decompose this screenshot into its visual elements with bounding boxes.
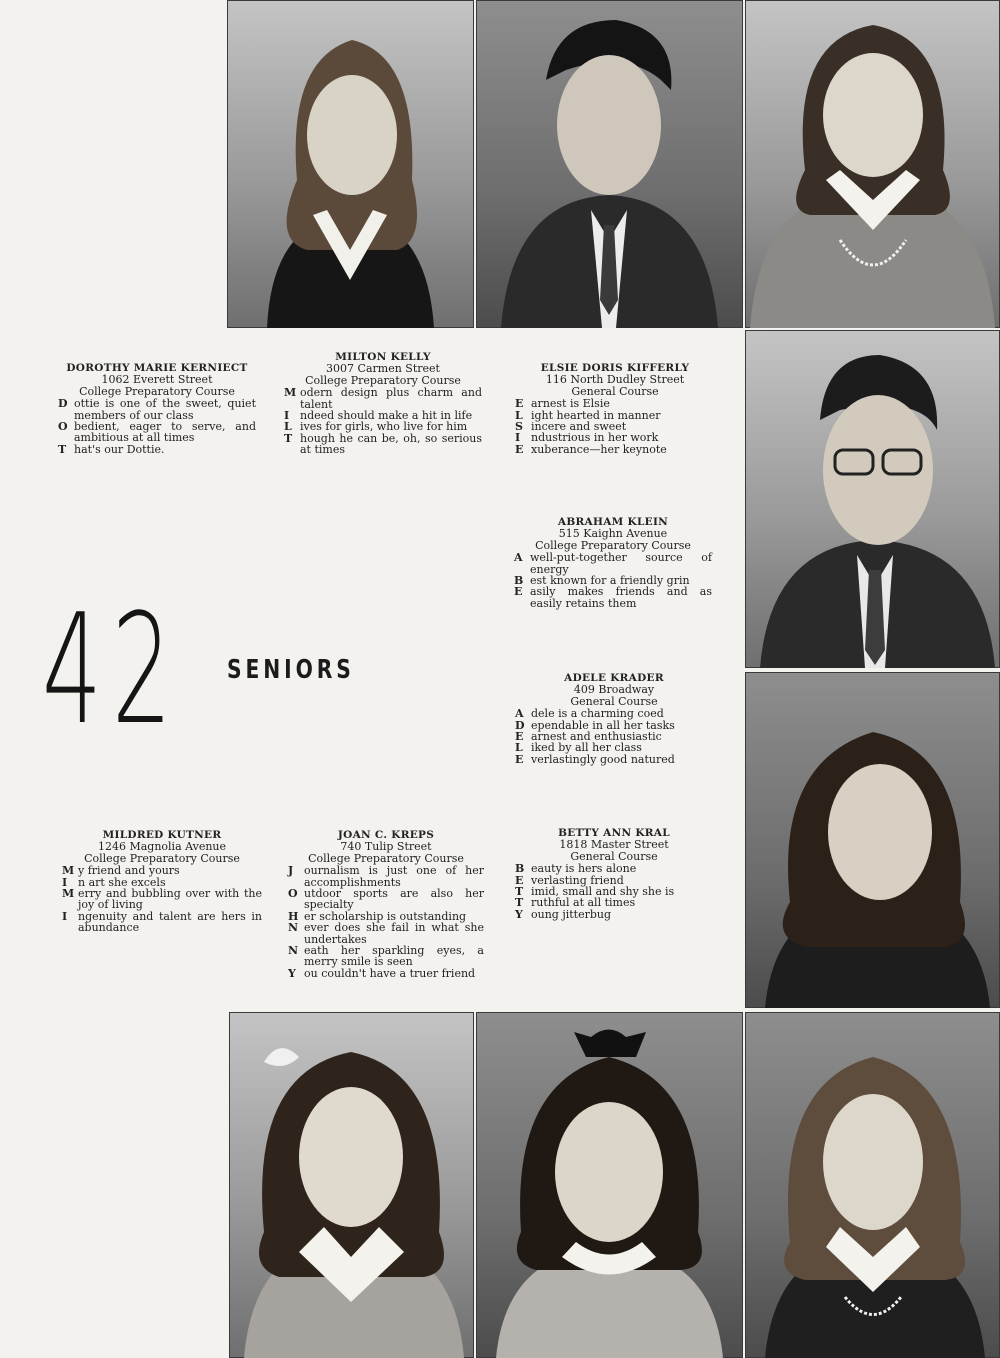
acrostic-line: I ndustrious in her work bbox=[515, 431, 659, 445]
acrostic-line: B eauty is hers alone bbox=[515, 862, 637, 876]
acrostic-line: T hat's our Dottie. bbox=[58, 442, 165, 456]
portrait-photo-kutner bbox=[229, 1012, 474, 1358]
student-name: DOROTHY MARIE KERNIECT bbox=[66, 362, 248, 374]
acrostic-line: M y friend and yours bbox=[62, 864, 180, 878]
student-course: College Preparatory Course bbox=[79, 384, 235, 398]
acrostic-line: J ournalism is just one of her accomplishments bbox=[288, 864, 484, 889]
acrostic-line: L iked by all her class bbox=[515, 741, 642, 755]
acrostic-line: Y oung jitterbug bbox=[515, 907, 612, 921]
acrostic-line: S incere and sweet bbox=[515, 420, 627, 434]
acrostic-line: I n art she excels bbox=[62, 875, 166, 889]
student-address: 409 Broadway bbox=[573, 683, 655, 697]
acrostic-line: D ependable in all her tasks bbox=[515, 718, 675, 732]
acrostic-line: A dele is a charming coed bbox=[515, 707, 664, 721]
student-name: ELSIE DORIS KIFFERLY bbox=[540, 362, 690, 374]
acrostic-line: E arnest is Elsie bbox=[515, 397, 610, 411]
section-title: SENIORS bbox=[227, 655, 355, 685]
acrostic-line: A well-put-together source of energy bbox=[514, 551, 712, 576]
bio-kelly bbox=[284, 352, 482, 456]
bio-krader bbox=[515, 673, 713, 765]
portrait-photo-kerniect bbox=[227, 0, 474, 328]
acrostic bbox=[515, 708, 713, 765]
student-address: 740 Tulip Street bbox=[340, 840, 432, 854]
acrostic-line: M erry and bubbling over with the joy of living bbox=[62, 887, 262, 912]
bio-kutner bbox=[62, 830, 262, 934]
student-course: College Preparatory Course bbox=[305, 373, 461, 387]
bio-kral bbox=[515, 828, 713, 920]
portrait-photo-kral bbox=[745, 1012, 1000, 1358]
acrostic-line: E asily makes friends and as easily retains them bbox=[514, 585, 712, 610]
student-address: 1818 Master Street bbox=[559, 838, 669, 852]
acrostic-line: N eath her sparkling eyes, a merry smile is seen bbox=[288, 944, 484, 969]
acrostic-line: H er scholarship is outstanding bbox=[288, 909, 467, 923]
bio-kreps bbox=[288, 830, 484, 979]
acrostic bbox=[515, 398, 715, 455]
student-course: College Preparatory Course bbox=[535, 538, 691, 552]
acrostic-line: D ottie is one of the sweet, quiet members of our class bbox=[58, 397, 256, 422]
acrostic bbox=[514, 552, 712, 609]
acrostic-line: B est known for a friendly grin bbox=[514, 574, 690, 588]
acrostic-line: L ight hearted in manner bbox=[515, 408, 661, 422]
acrostic bbox=[58, 398, 256, 455]
portrait-photo-krader bbox=[745, 672, 1000, 1008]
acrostic-line: N ever does she fail in what she undertakes bbox=[288, 921, 484, 946]
student-name: JOAN C. KREPS bbox=[337, 829, 435, 841]
student-address: 3007 Carmen Street bbox=[326, 362, 440, 376]
acrostic-line: T imid, small and shy she is bbox=[515, 885, 675, 899]
acrostic-line: T ruthful at all times bbox=[515, 896, 636, 910]
portrait-photo-kreps bbox=[476, 1012, 743, 1358]
student-course: General Course bbox=[571, 384, 659, 398]
student-name: ADELE KRADER bbox=[564, 672, 664, 684]
portrait-photo-klein bbox=[745, 330, 1000, 668]
page-number: 42 bbox=[42, 581, 182, 758]
student-address: 116 North Dudley Street bbox=[545, 373, 685, 387]
acrostic bbox=[288, 865, 484, 979]
student-name: BETTY ANN KRAL bbox=[558, 827, 670, 839]
acrostic-line: I ndeed should make a hit in life bbox=[284, 409, 473, 423]
acrostic-line: T hough he can be, oh, so serious at times bbox=[284, 431, 482, 457]
acrostic-line: E verlasting friend bbox=[515, 873, 624, 887]
acrostic-line: E arnest and enthusiastic bbox=[515, 730, 662, 744]
acrostic-line: O utdoor sports are also her specialty bbox=[288, 887, 484, 912]
portrait-photo-kelly bbox=[476, 0, 743, 328]
acrostic-line: M odern design plus charm and talent bbox=[284, 386, 482, 411]
student-address: 1062 Everett Street bbox=[101, 373, 213, 387]
student-name: MILDRED KUTNER bbox=[102, 829, 222, 841]
student-course: General Course bbox=[570, 849, 658, 863]
student-course: College Preparatory Course bbox=[308, 851, 464, 865]
portrait-photo-kifferly bbox=[745, 0, 1000, 328]
acrostic-line: E xuberance—her keynote bbox=[515, 442, 667, 456]
acrostic-line: O bedient, eager to serve, and ambitious at all times bbox=[58, 420, 256, 445]
student-address: 1246 Magnolia Avenue bbox=[97, 840, 227, 854]
bio-kerniect bbox=[58, 363, 256, 455]
acrostic-line: L ives for girls, who live for him bbox=[284, 420, 468, 434]
acrostic bbox=[62, 865, 262, 933]
student-address: 515 Kaighn Avenue bbox=[558, 527, 668, 541]
student-name: ABRAHAM KLEIN bbox=[557, 516, 669, 528]
student-name: MILTON KELLY bbox=[335, 351, 431, 363]
acrostic-line: Y ou couldn't have a truer friend bbox=[288, 966, 476, 980]
bio-klein bbox=[514, 517, 712, 609]
acrostic bbox=[515, 863, 713, 920]
bio-kifferly bbox=[515, 363, 715, 455]
acrostic-line: I ngenuity and talent are hers in abundance bbox=[62, 909, 262, 935]
acrostic bbox=[284, 387, 482, 455]
student-course: College Preparatory Course bbox=[84, 851, 240, 865]
student-course: General Course bbox=[570, 694, 658, 708]
acrostic-line: E verlastingly good natured bbox=[515, 752, 675, 766]
